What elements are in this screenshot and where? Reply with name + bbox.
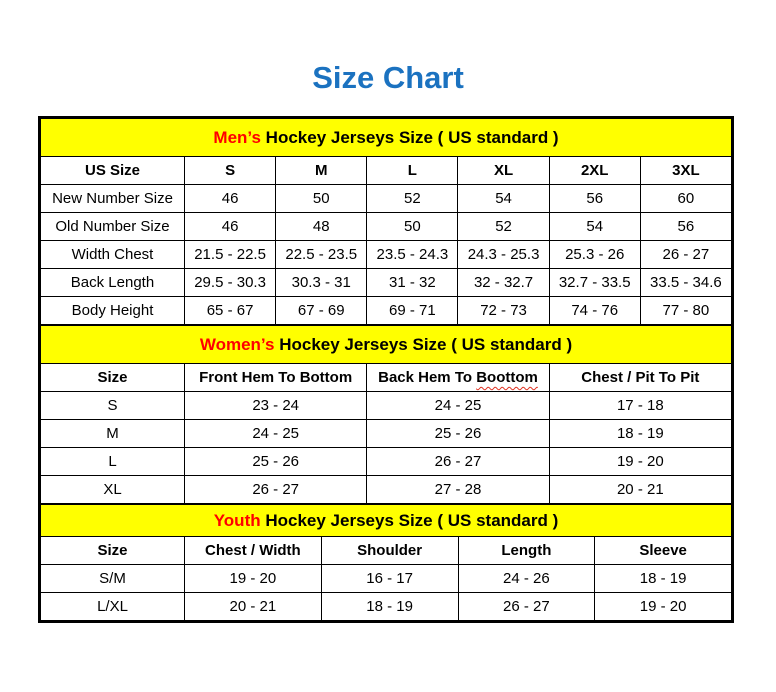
column-header: US Size — [41, 157, 185, 185]
cell-value: 50 — [367, 213, 458, 241]
youth-size-table — [40, 504, 732, 621]
cell-value: 46 — [185, 213, 276, 241]
cell-value: 52 — [458, 213, 549, 241]
cell-value: 56 — [640, 213, 731, 241]
column-header: Chest / Pit To Pit — [549, 364, 731, 392]
row-label: Back Length — [41, 269, 185, 297]
cell-value: 26 - 27 — [367, 448, 549, 476]
row-label: M — [41, 420, 185, 448]
column-header: M — [276, 157, 367, 185]
youth-heading-rest: Hockey Jerseys Size ( US standard ) — [260, 510, 559, 530]
youth-heading-accent: Youth — [213, 510, 261, 530]
row-label: New Number Size — [41, 185, 185, 213]
womens-section-band — [41, 326, 732, 364]
row-label: L — [41, 448, 185, 476]
cell-value: 25 - 26 — [185, 448, 367, 476]
table-row — [41, 269, 732, 297]
cell-value: 20 - 21 — [185, 593, 322, 621]
mens-header-row — [41, 157, 732, 185]
cell-value: 17 - 18 — [549, 392, 731, 420]
cell-value: 65 - 67 — [185, 297, 276, 325]
row-label: S — [41, 392, 185, 420]
womens-section-heading — [41, 326, 732, 364]
cell-value: 18 - 19 — [595, 565, 732, 593]
cell-value: 46 — [185, 185, 276, 213]
cell-value: 50 — [276, 185, 367, 213]
youth-header-row — [41, 537, 732, 565]
youth-section-band — [41, 505, 732, 537]
column-header: Chest / Width — [185, 537, 322, 565]
cell-value: 16 - 17 — [321, 565, 458, 593]
womens-heading-rest: Hockey Jerseys Size ( US standard ) — [274, 334, 573, 354]
cell-value: 26 - 27 — [185, 476, 367, 504]
cell-value: 24 - 25 — [367, 392, 549, 420]
row-label: S/M — [41, 565, 185, 593]
back-hem-typo-word: Boottom — [476, 369, 538, 386]
back-hem-prefix: Back Hem To — [378, 369, 473, 386]
cell-value: 77 - 80 — [640, 297, 731, 325]
mens-section-heading — [41, 119, 732, 157]
row-label: Width Chest — [41, 241, 185, 269]
mens-section-band — [41, 119, 732, 157]
table-row — [41, 593, 732, 621]
column-header: Size — [41, 364, 185, 392]
youth-section-heading — [41, 505, 732, 537]
cell-value: 52 — [367, 185, 458, 213]
cell-value: 21.5 - 22.5 — [185, 241, 276, 269]
column-header: Shoulder — [321, 537, 458, 565]
cell-value: 19 - 20 — [185, 565, 322, 593]
table-row — [41, 297, 732, 325]
cell-value: 32.7 - 33.5 — [549, 269, 640, 297]
row-label: Old Number Size — [41, 213, 185, 241]
cell-value: 54 — [549, 213, 640, 241]
table-row — [41, 185, 732, 213]
cell-value: 24.3 - 25.3 — [458, 241, 549, 269]
cell-value: 67 - 69 — [276, 297, 367, 325]
table-row — [41, 565, 732, 593]
womens-size-table — [40, 325, 732, 504]
cell-value: 56 — [549, 185, 640, 213]
cell-value: 27 - 28 — [367, 476, 549, 504]
cell-value: 25.3 - 26 — [549, 241, 640, 269]
column-header: Sleeve — [595, 537, 732, 565]
womens-header-row — [41, 364, 732, 392]
page-title: Size Chart — [312, 60, 464, 95]
cell-value: 31 - 32 — [367, 269, 458, 297]
cell-value: 60 — [640, 185, 731, 213]
column-header: S — [185, 157, 276, 185]
table-row — [41, 213, 732, 241]
column-header: Size — [41, 537, 185, 565]
column-header: 2XL — [549, 157, 640, 185]
size-chart-tables — [38, 116, 734, 623]
row-label: Body Height — [41, 297, 185, 325]
row-label: L/XL — [41, 593, 185, 621]
cell-value: 48 — [276, 213, 367, 241]
cell-value: 18 - 19 — [321, 593, 458, 621]
cell-value: 69 - 71 — [367, 297, 458, 325]
table-row — [41, 241, 732, 269]
mens-size-table — [40, 118, 732, 325]
cell-value: 72 - 73 — [458, 297, 549, 325]
table-row — [41, 476, 732, 504]
cell-value: 33.5 - 34.6 — [640, 269, 731, 297]
table-row — [41, 448, 732, 476]
table-row — [41, 392, 732, 420]
column-header: 3XL — [640, 157, 731, 185]
mens-heading-rest: Hockey Jerseys Size ( US standard ) — [260, 127, 559, 147]
cell-value: 22.5 - 23.5 — [276, 241, 367, 269]
cell-value: 26 - 27 — [640, 241, 731, 269]
cell-value: 30.3 - 31 — [276, 269, 367, 297]
row-label: XL — [41, 476, 185, 504]
cell-value: 23.5 - 24.3 — [367, 241, 458, 269]
column-header: L — [367, 157, 458, 185]
cell-value: 18 - 19 — [549, 420, 731, 448]
cell-value: 19 - 20 — [549, 448, 731, 476]
cell-value: 24 - 26 — [458, 565, 595, 593]
mens-heading-accent: Men’s — [213, 127, 261, 147]
column-header: Length — [458, 537, 595, 565]
cell-value: 26 - 27 — [458, 593, 595, 621]
cell-value: 19 - 20 — [595, 593, 732, 621]
cell-value: 32 - 32.7 — [458, 269, 549, 297]
cell-value: 23 - 24 — [185, 392, 367, 420]
cell-value: 74 - 76 — [549, 297, 640, 325]
womens-heading-accent: Women’s — [199, 334, 275, 354]
column-header-with-typo — [367, 364, 549, 392]
cell-value: 29.5 - 30.3 — [185, 269, 276, 297]
table-row — [41, 420, 732, 448]
cell-value: 24 - 25 — [185, 420, 367, 448]
column-header: Front Hem To Bottom — [185, 364, 367, 392]
column-header: XL — [458, 157, 549, 185]
cell-value: 20 - 21 — [549, 476, 731, 504]
cell-value: 54 — [458, 185, 549, 213]
cell-value: 25 - 26 — [367, 420, 549, 448]
